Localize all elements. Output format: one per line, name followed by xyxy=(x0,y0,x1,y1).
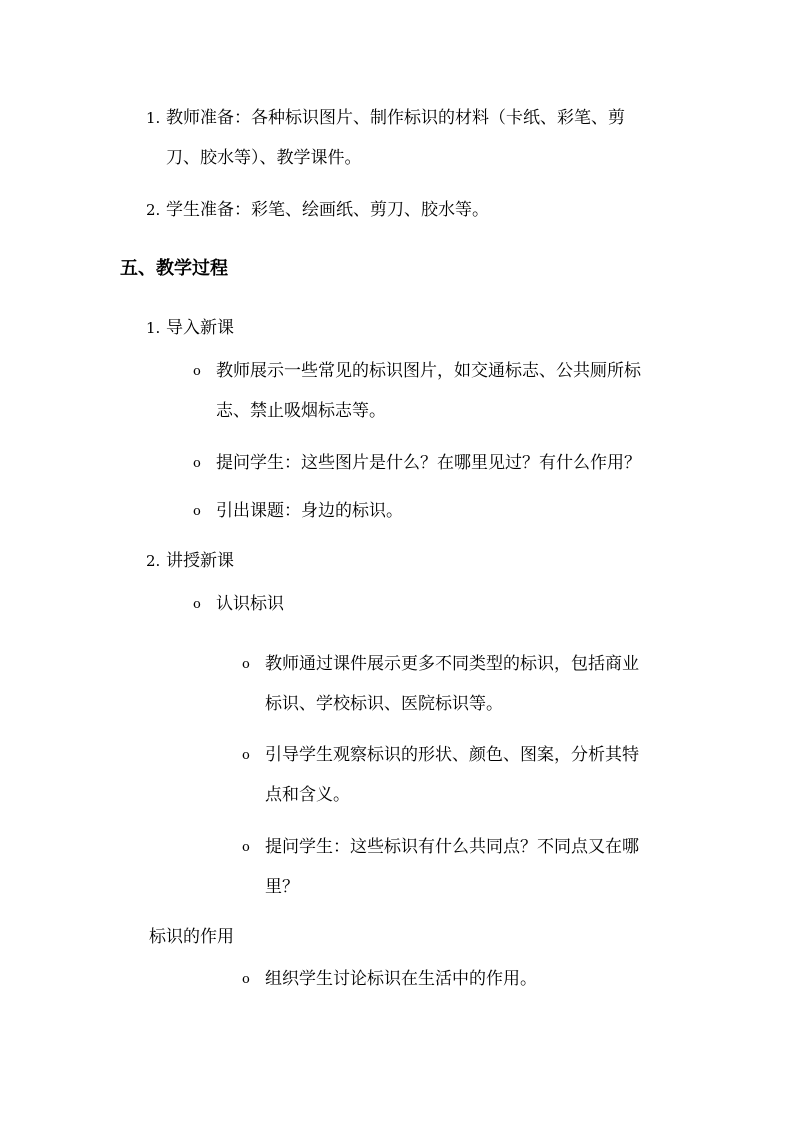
bullet-marker: o xyxy=(242,748,250,763)
bullet-marker: o xyxy=(193,456,201,471)
role-heading: 标识的作用 xyxy=(149,927,234,947)
bullet-marker: o xyxy=(242,657,250,672)
list-number: 2. xyxy=(146,552,161,570)
paragraph-line: 教师展示一些常见的标识图片，如交通标志、公共厕所标 xyxy=(216,361,641,381)
bullet-marker: o xyxy=(193,504,201,519)
bullet-marker: o xyxy=(242,972,250,987)
step-title: 讲授新课 xyxy=(166,551,234,571)
paragraph-line: 里？ xyxy=(265,877,299,897)
subsection-title: 认识标识 xyxy=(216,594,284,614)
paragraph-line: 引导学生观察标识的形状、颜色、图案，分析其特 xyxy=(265,745,639,765)
paragraph-line: 学生准备：彩笔、绘画纸、剪刀、胶水等。 xyxy=(166,200,489,220)
list-number: 1. xyxy=(146,319,161,337)
paragraph-line: 标识、学校标识、医院标识等。 xyxy=(265,694,503,714)
paragraph-line: 点和含义。 xyxy=(265,785,350,805)
paragraph-line: 教师准备：各种标识图片、制作标识的材料（卡纸、彩笔、剪 xyxy=(166,108,625,128)
paragraph-line: 提问学生：这些图片是什么？在哪里见过？有什么作用？ xyxy=(216,453,641,473)
bullet-marker: o xyxy=(193,364,201,379)
bullet-marker: o xyxy=(242,840,250,855)
paragraph-line: 志、禁止吸烟标志等。 xyxy=(216,401,386,421)
list-number: 1. xyxy=(146,109,161,127)
step-title: 导入新课 xyxy=(166,318,234,338)
bullet-marker: o xyxy=(193,597,201,612)
list-number: 2. xyxy=(146,201,161,219)
paragraph-line: 组织学生讨论标识在生活中的作用。 xyxy=(265,969,537,989)
paragraph-line: 提问学生：这些标识有什么共同点？不同点又在哪 xyxy=(265,837,639,857)
paragraph-line: 刀、胶水等）、教学课件。 xyxy=(166,148,362,168)
paragraph-line: 引出课题：身边的标识。 xyxy=(216,501,403,521)
section-title: 五、教学过程 xyxy=(120,258,228,279)
paragraph-line: 教师通过课件展示更多不同类型的标识，包括商业 xyxy=(265,654,639,674)
